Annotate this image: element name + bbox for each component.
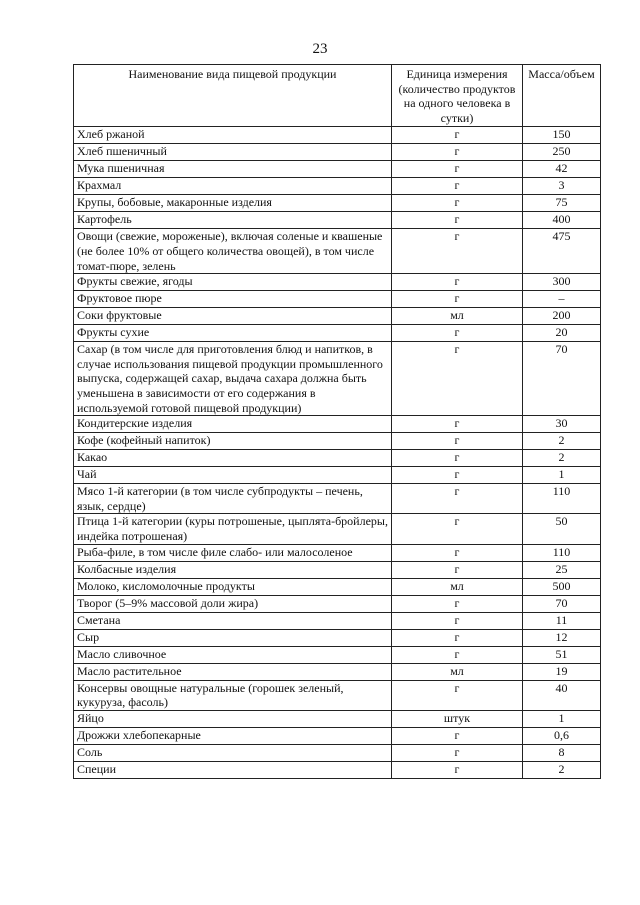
table-row (74, 595, 601, 612)
cell-unit: г (392, 514, 523, 544)
cell-name: Творог (5–9% массовой доли жира) (74, 595, 392, 612)
table-row (74, 544, 601, 561)
cell-name: Кофе (кофейный напиток) (74, 433, 392, 450)
cell-unit: г (392, 325, 523, 342)
cell-name: Овощи (свежие, мороженые), включая соленые и квашеные (не более 10% от общего количества овощей), в том числе томат-пюре, зелень (74, 229, 392, 274)
table-row (74, 127, 601, 144)
cell-mass: 25 (523, 561, 601, 578)
table-row (74, 612, 601, 629)
cell-name: Колбасные изделия (74, 561, 392, 578)
header-name: Наименование вида пищевой продукции (74, 65, 392, 127)
table-row (74, 467, 601, 484)
cell-unit: мл (392, 578, 523, 595)
cell-mass: 42 (523, 161, 601, 178)
cell-name: Рыба-филе, в том числе филе слабо- или малосоленое (74, 544, 392, 561)
cell-unit: г (392, 629, 523, 646)
table-row (74, 629, 601, 646)
cell-mass: 75 (523, 195, 601, 212)
cell-mass: 40 (523, 680, 601, 710)
table-header (74, 65, 601, 127)
cell-mass: 3 (523, 178, 601, 195)
table-row (74, 325, 601, 342)
table-row (74, 229, 601, 274)
cell-name: Сахар (в том числе для приготовления блюд и напитков, в случае использования пищевой продукции промышленного выпуска, содержащей сахар, выдача сахара должна быть уменьшена в зависимости от его содержания в используемой готовой пищевой продукции) (74, 342, 392, 416)
cell-unit: г (392, 467, 523, 484)
cell-mass: 110 (523, 484, 601, 514)
cell-name: Картофель (74, 212, 392, 229)
food-norms-table (73, 64, 601, 779)
cell-unit: г (392, 450, 523, 467)
cell-unit: мл (392, 663, 523, 680)
cell-unit: г (392, 646, 523, 663)
table-row (74, 514, 601, 544)
cell-mass: 8 (523, 744, 601, 761)
cell-mass: 475 (523, 229, 601, 274)
cell-mass: 110 (523, 544, 601, 561)
table-row (74, 450, 601, 467)
cell-mass: 11 (523, 612, 601, 629)
cell-name: Крупы, бобовые, макаронные изделия (74, 195, 392, 212)
table-row (74, 212, 601, 229)
cell-unit: г (392, 761, 523, 778)
table-row (74, 561, 601, 578)
cell-unit: г (392, 612, 523, 629)
cell-name: Мука пшеничная (74, 161, 392, 178)
table-row (74, 433, 601, 450)
cell-mass: 50 (523, 514, 601, 544)
cell-unit: г (392, 274, 523, 291)
table-row (74, 484, 601, 514)
cell-unit: г (392, 561, 523, 578)
cell-name: Яйцо (74, 710, 392, 727)
cell-unit: г (392, 680, 523, 710)
cell-name: Крахмал (74, 178, 392, 195)
cell-mass: 19 (523, 663, 601, 680)
cell-unit: г (392, 433, 523, 450)
cell-name: Кондитерские изделия (74, 416, 392, 433)
cell-unit: г (392, 291, 523, 308)
cell-mass: 70 (523, 595, 601, 612)
table-body (74, 127, 601, 778)
cell-mass: 0,6 (523, 727, 601, 744)
table-row (74, 646, 601, 663)
cell-name: Сметана (74, 612, 392, 629)
cell-name: Птица 1-й категории (куры потрошеные, цыплята-бройлеры, индейка потрошеная) (74, 514, 392, 544)
table-row (74, 680, 601, 710)
cell-unit: г (392, 144, 523, 161)
cell-mass: 2 (523, 450, 601, 467)
page-number: 23 (312, 41, 328, 57)
table-row (74, 144, 601, 161)
table-row (74, 578, 601, 595)
cell-name: Консервы овощные натуральные (горошек зеленый, кукуруза, фасоль) (74, 680, 392, 710)
cell-unit: г (392, 544, 523, 561)
cell-name: Масло сливочное (74, 646, 392, 663)
cell-mass: 12 (523, 629, 601, 646)
table-row (74, 342, 601, 416)
table-row (74, 727, 601, 744)
cell-mass: 2 (523, 433, 601, 450)
cell-unit: мл (392, 308, 523, 325)
table-row (74, 178, 601, 195)
cell-name: Масло растительное (74, 663, 392, 680)
cell-unit: г (392, 744, 523, 761)
cell-unit: штук (392, 710, 523, 727)
header-unit: Единица измерения (количество продуктов на одного человека в сутки) (392, 65, 523, 127)
cell-name: Какао (74, 450, 392, 467)
cell-mass: 20 (523, 325, 601, 342)
cell-name: Чай (74, 467, 392, 484)
cell-mass: 300 (523, 274, 601, 291)
cell-mass: 250 (523, 144, 601, 161)
cell-unit: г (392, 229, 523, 274)
cell-name: Соки фруктовые (74, 308, 392, 325)
table-row (74, 195, 601, 212)
cell-unit: г (392, 484, 523, 514)
cell-name: Специи (74, 761, 392, 778)
table-row (74, 416, 601, 433)
cell-name: Молоко, кисломолочные продукты (74, 578, 392, 595)
cell-mass: 500 (523, 578, 601, 595)
table-row (74, 161, 601, 178)
cell-name: Сыр (74, 629, 392, 646)
cell-unit: г (392, 212, 523, 229)
table-row (74, 663, 601, 680)
cell-name: Фруктовое пюре (74, 291, 392, 308)
table-row (74, 744, 601, 761)
table-row (74, 710, 601, 727)
cell-unit: г (392, 727, 523, 744)
cell-unit: г (392, 195, 523, 212)
header-mass: Масса/объем (523, 65, 601, 127)
cell-mass: – (523, 291, 601, 308)
table-row (74, 274, 601, 291)
cell-mass: 30 (523, 416, 601, 433)
cell-unit: г (392, 127, 523, 144)
table-row (74, 761, 601, 778)
cell-name: Фрукты сухие (74, 325, 392, 342)
cell-mass: 150 (523, 127, 601, 144)
cell-unit: г (392, 161, 523, 178)
cell-name: Дрожжи хлебопекарные (74, 727, 392, 744)
cell-mass: 70 (523, 342, 601, 416)
cell-unit: г (392, 595, 523, 612)
cell-mass: 51 (523, 646, 601, 663)
table-row (74, 308, 601, 325)
cell-name: Соль (74, 744, 392, 761)
table-row (74, 291, 601, 308)
cell-mass: 1 (523, 467, 601, 484)
cell-unit: г (392, 416, 523, 433)
cell-unit: г (392, 342, 523, 416)
cell-mass: 200 (523, 308, 601, 325)
cell-name: Хлеб ржаной (74, 127, 392, 144)
cell-name: Хлеб пшеничный (74, 144, 392, 161)
cell-name: Фрукты свежие, ягоды (74, 274, 392, 291)
cell-mass: 2 (523, 761, 601, 778)
cell-name: Мясо 1-й категории (в том числе субпродукты – печень, язык, сердце) (74, 484, 392, 514)
cell-unit: г (392, 178, 523, 195)
cell-mass: 1 (523, 710, 601, 727)
cell-mass: 400 (523, 212, 601, 229)
